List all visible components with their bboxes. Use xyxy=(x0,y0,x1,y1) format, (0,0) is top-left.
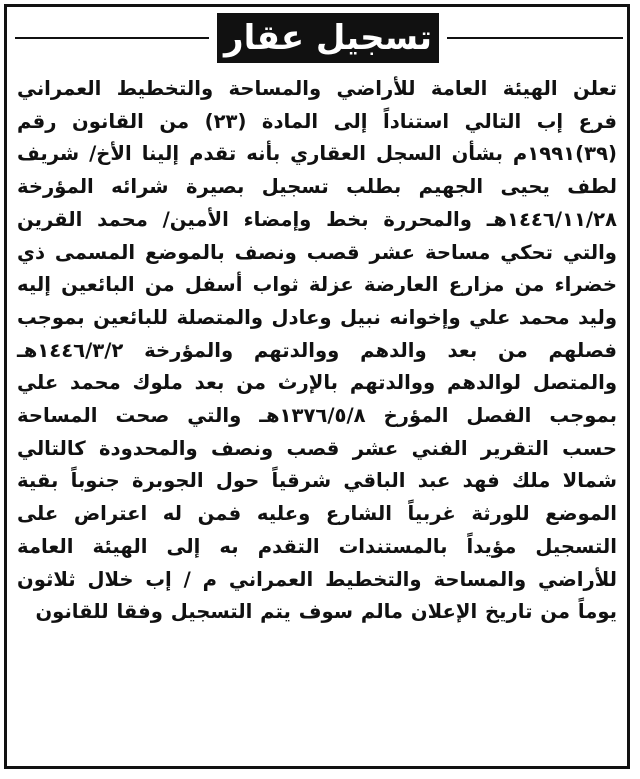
property-registration-notice xyxy=(4,4,630,769)
header-rule-right xyxy=(447,37,623,39)
notice-body xyxy=(17,73,617,629)
header-rule-left xyxy=(15,37,209,39)
notice-body-paragraph: تعلن الهيئة العامة للأراضي والمساحة والتخطيط العمراني فرع إب التالي استناداً إلى المادة (٢٣) من القانون رقم (٣٩)١٩٩١م بشأن السجل العقاري بأنه تقدم إلينا الأخ/ شريف لطف يحيى الجهيم بطلب تسجيل بصيرة شرائه المؤرخة ١٤٤٦/١١/٢٨هـ والمحررة بخط وإمضاء الأمين/ محمد القرين والتي تحكي مساحة عشر قصب ونصف بالموضع المسمى ذي خضراء من مزارع العارضة عزلة ثواب أسفل من البائعين إليه وليد محمد علي وإخوانه نبيل وعادل والمتصلة للبائعين بموجب فصلهم من بعد والدهم ووالدتهم والمؤرخة ١٤٤٦/٣/٢هـ والمتصل لوالدهم ووالدتهم بالإرث من بعد ملوك محمد علي بموجب الفصل المؤرخ ١٣٧٦/٥/٨هـ والتي صحت المساحة حسب التقرير الفني عشر قصب ونصف والمحدودة كالتالي شمالا ملك فهد عبد الباقي شرقياً حول الجوبرة جنوباً بقية الموضع للورثة غربياً الشارع وعليه فمن له اعتراض على التسجيل مؤيداً بالمستندات التقدم به إلى الهيئة العامة للأراضي والمساحة والتخطيط العمراني م / إب خلال ثلاثون يوماً من تاريخ الإعلان مالم سوف يتم التسجيل وفقا للقانون xyxy=(17,77,617,624)
notice-title: تسجيل عقار xyxy=(217,13,439,63)
notice-header xyxy=(7,7,627,67)
